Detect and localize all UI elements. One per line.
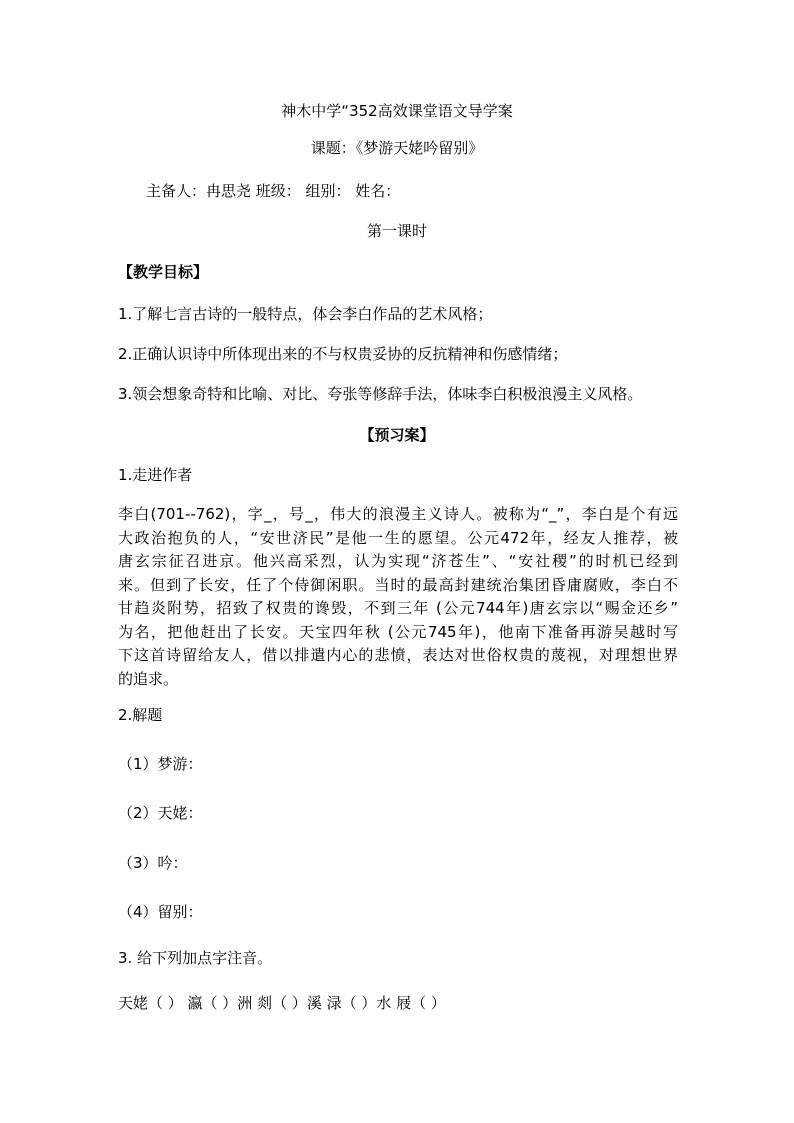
objective-item: 2.正确认识诗中所体现出来的不与权贵妥协的反抗精神和伤感情绪； xyxy=(118,345,568,363)
preview-heading: 【预习案】 xyxy=(359,426,435,444)
paragraph-line: 的追求。 xyxy=(118,669,179,688)
lesson-title: 课题：《梦游天姥吟留别》 xyxy=(310,139,484,157)
objectives-heading: 【教学目标】 xyxy=(118,263,209,281)
explain-item: （3）吟： xyxy=(118,854,188,872)
section-title: 2.解题 xyxy=(118,706,163,724)
objective-item: 1.了解七言古诗的一般特点，体会李白作品的艺术风格； xyxy=(118,305,493,323)
paragraph-line: 唐玄宗征召进京。他兴高采烈，认为实现“济苍生”、“安社稷”的时机已经到 xyxy=(118,552,678,570)
document-title: 神木中学“352高效课堂语文导学案 xyxy=(281,102,513,120)
section-title: 1.走进作者 xyxy=(118,466,193,484)
paragraph-line: 大政治抱负的人，“安世济民”是他一生的愿望。公元472年，经友人推荐，被 xyxy=(118,528,678,547)
section-title: 3. 给下列加点字注音。 xyxy=(118,949,273,967)
paragraph-line: 李白(701--762)，字_，号_，伟大的浪漫主义诗人。被称为“_”，李白是个有远 xyxy=(118,505,678,523)
explain-item: （1）梦游： xyxy=(118,755,203,773)
pinyin-exercise-line: 天姥（ ） 瀛（ ）洲 剡（ ）溪 渌（ ）水 屐（ ） xyxy=(118,994,446,1012)
objective-item: 3.领会想象奇特和比喻、对比、夸张等修辞手法，体味李白积极浪漫主义风格。 xyxy=(118,385,643,403)
paragraph-line: 甘趋炎附势，招致了权贵的谗毁，不到三年 (公元744年)唐玄宗以“赐金还乡” xyxy=(118,599,678,617)
paragraph-line: 为名，把他赶出了长安。天宝四年秋 (公元745年)，他南下准备再游吴越时写 xyxy=(118,622,678,641)
prepared-by-line: 主备人：冉思尧 班级： 组别： 姓名： xyxy=(146,182,401,200)
explain-item: （2）天姥： xyxy=(118,804,203,822)
period-label: 第一课时 xyxy=(366,222,427,240)
author-paragraph xyxy=(118,503,678,691)
paragraph-line: 下这首诗留给友人，借以排遣内心的悲愤，表达对世俗权贵的蔑视，对理想世界 xyxy=(118,646,678,664)
explain-item: （4）留别： xyxy=(118,903,203,921)
paragraph-line: 来。但到了长安，任了个侍御闲职。当时的最高封建统治集团昏庸腐败，李白不 xyxy=(118,575,678,594)
